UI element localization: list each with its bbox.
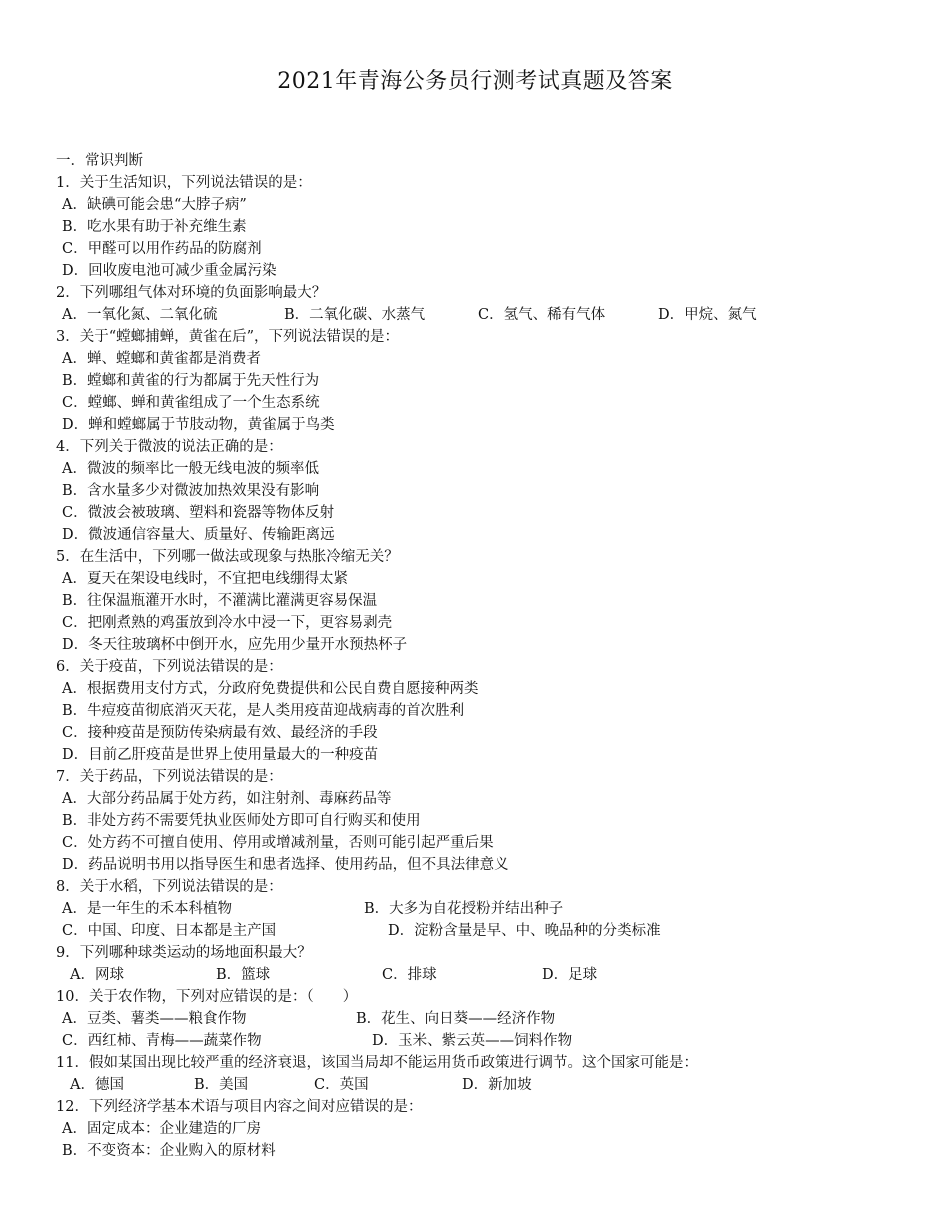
question-11-option-d: D．新加坡	[462, 1077, 532, 1093]
question-1-option-d: D．回收废电池可减少重金属污染	[62, 263, 277, 279]
question-8-option-a: A．是一年生的禾本科植物	[62, 901, 232, 917]
question-2-stem: 2．下列哪组气体对环境的负面影响最大？	[56, 285, 327, 301]
question-3-stem: 3．关于“螳螂捕蝉，黄雀在后”，下列说法错误的是：	[56, 329, 400, 345]
question-5-option-b: B．往保温瓶灌开水时，不灌满比灌满更容易保温	[62, 593, 378, 609]
question-1-stem: 1．关于生活知识，下列说法错误的是：	[56, 175, 312, 191]
question-2-option-c: C．氢气、稀有气体	[478, 307, 606, 323]
question-7-option-a: A．大部分药品属于处方药，如注射剂、毒麻药品等	[62, 791, 392, 807]
question-5-option-d: D．冬天往玻璃杯中倒开水，应先用少量开水预热杯子	[62, 637, 408, 653]
question-2-option-d: D．甲烷、氮气	[658, 307, 757, 323]
section-heading: 一．常识判断	[56, 153, 143, 169]
question-7-stem: 7．关于药品，下列说法错误的是：	[56, 769, 283, 785]
question-1-option-b: B．吃水果有助于补充维生素	[62, 219, 247, 235]
question-6-option-a: A．根据费用支付方式，分政府免费提供和公民自费自愿接种两类	[62, 681, 479, 697]
question-4-stem: 4．下列关于微波的说法正确的是：	[56, 439, 283, 455]
question-8-option-c: C．中国、印度、日本都是主产国	[62, 923, 277, 939]
question-11-option-a: A．德国	[70, 1077, 124, 1093]
question-2-option-b: B．二氧化碳、水蒸气	[284, 307, 426, 323]
question-8-option-b: B．大多为自花授粉并结出种子	[364, 901, 564, 917]
question-12-option-a: A．固定成本：企业建造的厂房	[62, 1121, 261, 1137]
question-11-stem: 11．假如某国出现比较严重的经济衰退，该国当局却不能运用货币政策进行调节。这个国家可能是：	[56, 1055, 698, 1071]
question-7-option-b: B．非处方药不需要凭执业医师处方即可自行购买和使用	[62, 813, 421, 829]
question-6-option-d: D．目前乙肝疫苗是世界上使用量最大的一种疫苗	[62, 747, 379, 763]
question-5-stem: 5．在生活中，下列哪一做法或现象与热胀冷缩无关？	[56, 549, 399, 565]
question-10-option-c: C．西红柿、青梅——蔬菜作物	[62, 1033, 262, 1049]
question-8-stem: 8．关于水稻，下列说法错误的是：	[56, 879, 283, 895]
question-9-option-c: C．排球	[382, 967, 437, 983]
question-8-option-d: D．淀粉含量是早、中、晚品种的分类标准	[388, 923, 661, 939]
question-10-option-b: B．花生、向日葵——经济作物	[356, 1011, 556, 1027]
question-12-option-b: B．不变资本：企业购入的原材料	[62, 1143, 276, 1159]
question-11-option-b: B．美国	[194, 1077, 249, 1093]
question-1-option-a: A．缺碘可能会患“大脖子病”	[62, 197, 247, 213]
question-4-option-a: A．微波的频率比一般无线电波的频率低	[62, 461, 319, 477]
question-5-option-a: A．夏天在架设电线时，不宜把电线绷得太紧	[62, 571, 348, 587]
question-11-option-c: C．英国	[314, 1077, 369, 1093]
question-1-option-c: C．甲醛可以用作药品的防腐剂	[62, 241, 262, 257]
question-6-stem: 6．关于疫苗，下列说法错误的是：	[56, 659, 283, 675]
question-9-option-d: D．足球	[542, 967, 598, 983]
question-4-option-b: B．含水量多少对微波加热效果没有影响	[62, 483, 320, 499]
question-2-option-a: A．一氧化氮、二氧化硫	[62, 307, 218, 323]
question-10-option-a: A．豆类、薯类——粮食作物	[62, 1011, 247, 1027]
question-3-option-d: D．蝉和螳螂属于节肢动物，黄雀属于鸟类	[62, 417, 335, 433]
question-4-option-d: D．微波通信容量大、质量好、传输距离远	[62, 527, 335, 543]
question-7-option-d: D．药品说明书用以指导医生和患者选择、使用药品，但不具法律意义	[62, 857, 509, 873]
question-9-option-b: B．篮球	[216, 967, 271, 983]
document-title: 2021年青海公务员行测考试真题及答案	[277, 69, 673, 94]
question-10-stem: 10．关于农作物，下列对应错误的是：（ ）	[56, 989, 358, 1005]
question-9-option-a: A．网球	[70, 967, 124, 983]
question-10-option-d: D．玉米、紫云英——饲料作物	[372, 1033, 573, 1049]
question-5-option-c: C．把刚煮熟的鸡蛋放到冷水中浸一下，更容易剥壳	[62, 615, 393, 631]
question-4-option-c: C．微波会被玻璃、塑料和瓷器等物体反射	[62, 505, 335, 521]
question-3-option-b: B．螳螂和黄雀的行为都属于先天性行为	[62, 373, 320, 389]
question-12-stem: 12．下列经济学基本术语与项目内容之间对应错误的是：	[56, 1099, 423, 1115]
question-3-option-a: A．蝉、螳螂和黄雀都是消费者	[62, 351, 261, 367]
question-3-option-c: C．螳螂、蝉和黄雀组成了一个生态系统	[62, 395, 320, 411]
question-7-option-c: C．处方药不可擅自使用、停用或增减剂量，否则可能引起严重后果	[62, 835, 494, 851]
question-6-option-c: C．接种疫苗是预防传染病最有效、最经济的手段	[62, 725, 378, 741]
question-9-stem: 9．下列哪种球类运动的场地面积最大？	[56, 945, 312, 961]
question-6-option-b: B．牛痘疫苗彻底消灭天花，是人类用疫苗迎战病毒的首次胜利	[62, 703, 465, 719]
